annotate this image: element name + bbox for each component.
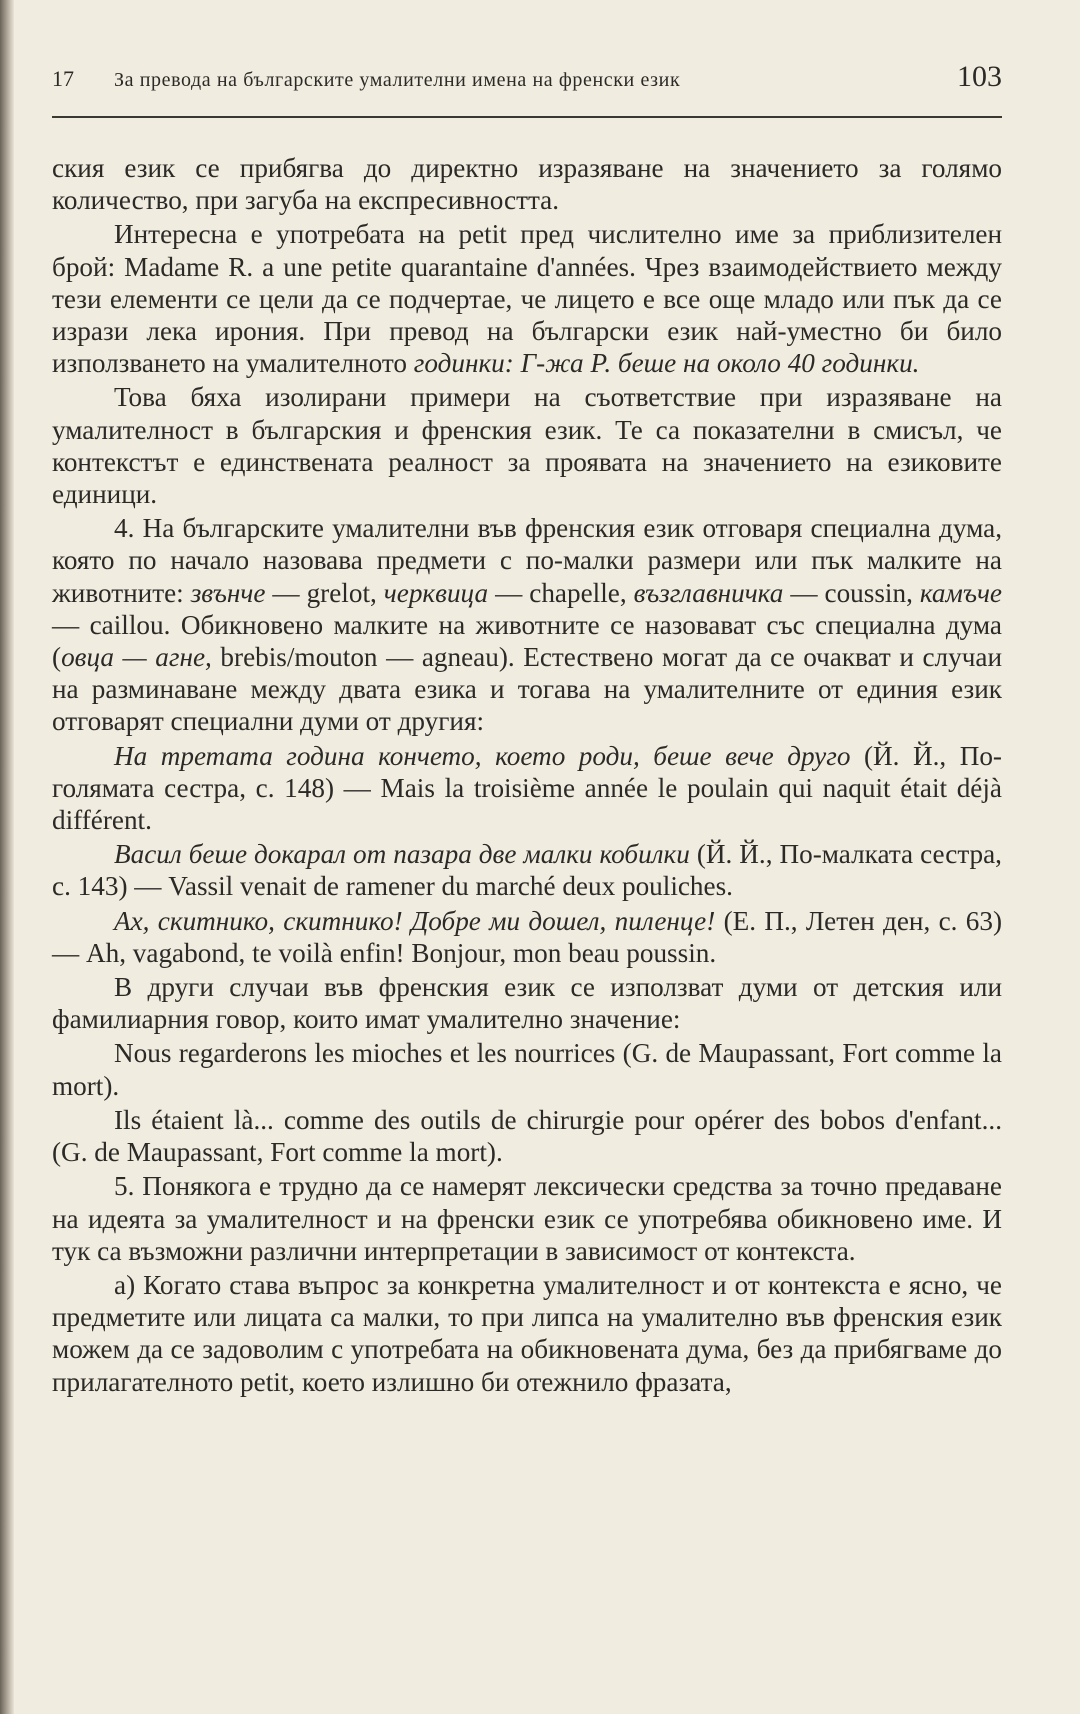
text-run: — coussin, bbox=[783, 577, 920, 608]
text-run: а) Когато става въпрос за конкретна умалителност и от контекста е ясно, че предметите или лицата са малки, то при липса на умалително във френския език можем да се задоволим с употребата на обикновената дума, без да прибягваме до прилагателното petit, което излишно би отежнило фразата, bbox=[52, 1269, 1002, 1397]
paragraph bbox=[52, 512, 1002, 737]
paragraph bbox=[52, 1269, 1002, 1398]
italic-text: Ах, скитнико, скитнико! Добре ми дошел, пиленце! bbox=[114, 905, 716, 936]
text-run: 5. Понякога е трудно да се намерят лексически средства за точно предаване на идеята за умалителност и на френски език се употребява обикновено име. И тук са възможни различни интерпретации в зависимост от контекста. bbox=[52, 1171, 1002, 1266]
italic-text: На третата година кончето, което роди, беше вече друго bbox=[114, 740, 851, 771]
italic-text: звънче bbox=[190, 577, 266, 608]
text-run: — grelot, bbox=[265, 577, 384, 608]
paragraph bbox=[52, 1037, 1002, 1101]
text-run: Интересна е употребата на petit пред числително име за приблизителен брой: Madame R. a une petite quarantaine d'années. Чрез взаимодействието между тези елементи се цели да се подчертае, че лицето е все още младо или пък да се изрази лека ирония. При превод на български език най-уместно би било използването на умалителното bbox=[52, 219, 1002, 379]
italic-text: камъче bbox=[919, 577, 1002, 608]
text-run: Това бяха изолирани примери на съответствие при изразяване на умалителност в българския и френския език. Те са показателни в смисъл, че контекстът е единствената реалност за проявата на значението на езиковите единици. bbox=[52, 382, 1002, 510]
running-header bbox=[52, 60, 1002, 118]
italic-text: годинки: Г-жа Р. беше на около 40 годинки. bbox=[413, 348, 920, 379]
italic-text: Васил беше докарал от пазара две малки кобилки bbox=[114, 839, 690, 870]
italic-text: овца — агне, bbox=[61, 642, 212, 673]
body-text bbox=[52, 152, 1002, 1398]
text-run: Nous regarderons les mioches et les nourrices (G. de Maupassant, Fort comme la mort). bbox=[52, 1038, 1002, 1101]
text-run: ския език се прибягва до директно изразяване на значението за голямо количество, при загуба на експресивността. bbox=[52, 153, 1002, 216]
text-run: В други случаи във френския език се използват думи от детския или фамилиарния говор, които имат умалително значение: bbox=[52, 972, 1002, 1035]
italic-text: черквица bbox=[383, 577, 489, 608]
paragraph bbox=[52, 381, 1002, 510]
text-run: (Е. П., Летен ден, с. 63) — Ah, vagabond, te voilà enfin! Bonjour, mon beau poussin. bbox=[52, 905, 1002, 968]
text-run: (Й. Й., По-малката сестра, с. 143) — Vassil venait de ramener du marché deux pouliches. bbox=[52, 839, 1002, 902]
paragraph bbox=[52, 905, 1002, 969]
text-run: — chapelle, bbox=[488, 577, 634, 608]
paragraph bbox=[52, 838, 1002, 902]
paragraph bbox=[52, 1104, 1002, 1168]
book-page bbox=[52, 60, 1002, 1398]
text-run: Ils étaient là... comme des outils de chirurgie pour opérer des bobos d'enfant... (G. de Maupassant, Fort comme la mort). bbox=[52, 1104, 1002, 1168]
page-number: 103 bbox=[957, 60, 1002, 93]
text-run: 4. На българските умалителни във френския език отговаря специална дума, която по начало назовава предмети с по-малки размери или пък малките на животните: bbox=[52, 513, 1002, 608]
chapter-number: 17 bbox=[52, 66, 74, 91]
paragraph bbox=[52, 218, 1002, 379]
paragraph bbox=[52, 1170, 1002, 1267]
italic-text: възглавничка bbox=[633, 577, 784, 608]
text-run: — caillou. Обикновено малките на животните се назовават със специална дума ( bbox=[52, 609, 1002, 673]
paragraph bbox=[52, 971, 1002, 1035]
paragraph bbox=[52, 740, 1002, 837]
text-run: brebis/mouton — agneau). Естествено могат да се очакват и случаи на разминаване между двата езика и тогава на умалителните от единия език отговарят специални думи от другия: bbox=[52, 642, 1002, 737]
book-spine-shadow bbox=[0, 0, 14, 1714]
text-run: (Й. Й., По-голямата сестра, с. 148) — Mais la troisième année le poulain qui naquit était déjà différent. bbox=[52, 740, 1002, 836]
paragraph bbox=[52, 152, 1002, 216]
running-title: За превода на българските умалителни имена на френски език bbox=[114, 69, 681, 91]
